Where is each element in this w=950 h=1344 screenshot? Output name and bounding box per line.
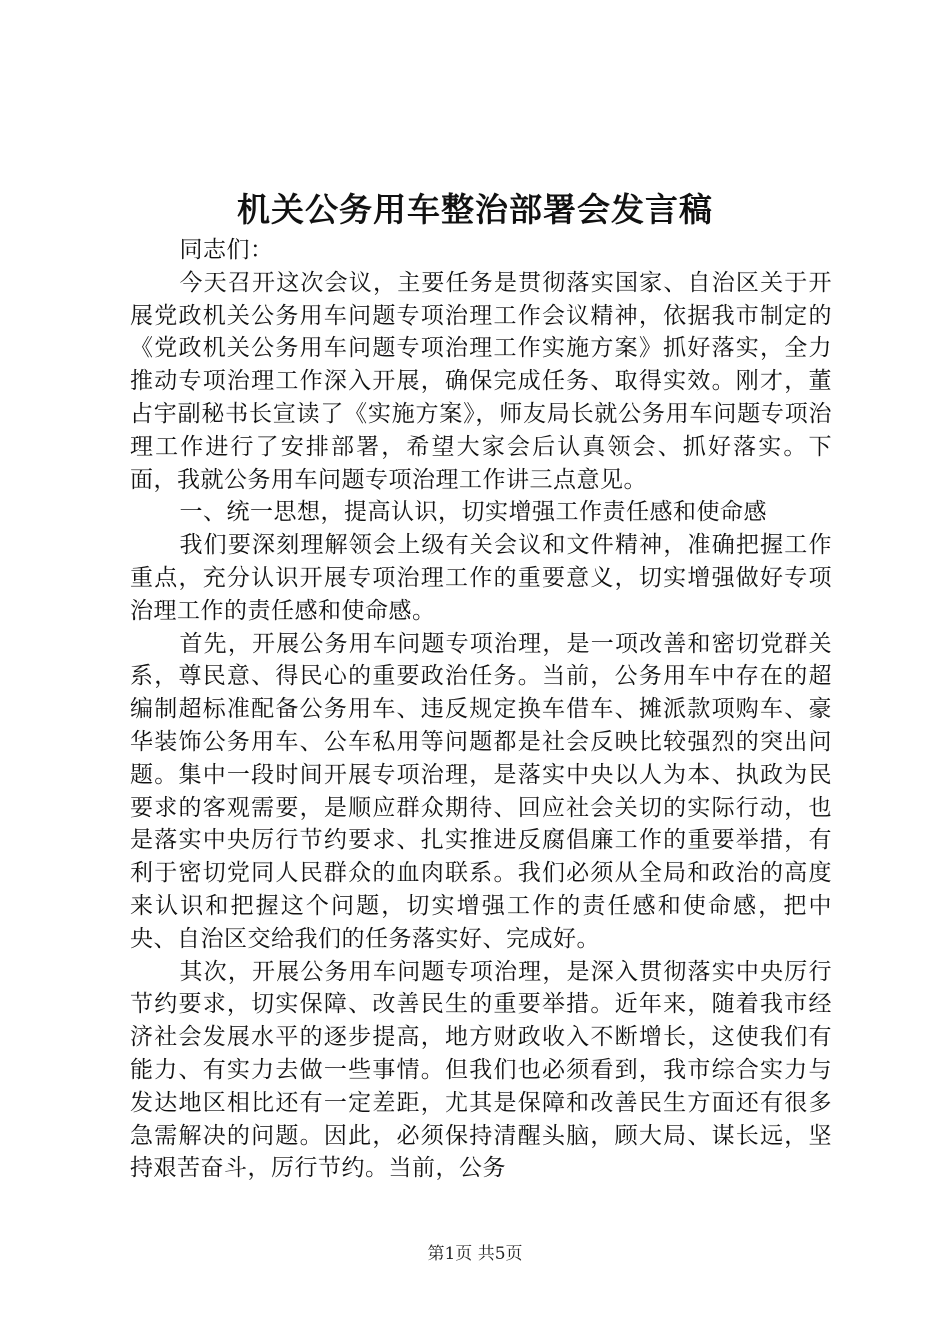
salutation-paragraph: 同志们： <box>179 237 274 263</box>
body-paragraph: 我们要深刻理解领会上级有关会议和文件精神，准确把握工作重点，充分认识开展专项治理工作的重要意义，切实增强做好专项治理工作的责任感和使命感。 <box>130 532 832 624</box>
section-heading-1: 一、统一思想，提高认识，切实增强工作责任感和使命感 <box>179 499 767 526</box>
document-title: 机关公务用车整治部署会发言稿 <box>237 190 713 229</box>
body-paragraph: 其次，开展公务用车问题专项治理，是深入贯彻落实中央厉行节约要求，切实保障、改善民生的重要举措。近年来，随着我市经济社会发展水平的逐步提高，地方财政收入不断增长，这使我们有能力、有实力去做一些事情。但我们也必须看到，我市综合实力与发达地区相比还有一定差距，尤其是保障和改善民生方面还有很多急需解决的问题。因此，必须保持清醒头脑，顾大局、谋长远，坚持艰苦奋斗，厉行节约。当前，公务 <box>130 958 832 1182</box>
page-number-footer: 第1页 共5页 <box>427 1244 523 1264</box>
document-body <box>130 234 832 1185</box>
body-paragraph: 首先，开展公务用车问题专项治理，是一项改善和密切党群关系，尊民意、得民心的重要政治任务。当前，公务用车中存在的超编制超标准配备公务用车、违反规定换车借车、摊派款项购车、豪华装饰公务用车、公车私用等问题都是社会反映比较强烈的突出问题。集中一段时间开展专项治理，是落实中央以人为本、执政为民要求的客观需要，是顺应群众期待、回应社会关切的实际行动，也是落实中央厉行节约要求、扎实推进反腐倡廉工作的重要举措，有利于密切党同人民群众的血肉联系。我们必须从全局和政治的高度来认识和把握这个问题，切实增强工作的责任感和使命感，把中央、自治区交给我们的任务落实好、完成好。 <box>130 630 832 952</box>
intro-paragraph: 今天召开这次会议，主要任务是贯彻落实国家、自治区关于开展党政机关公务用车问题专项治理工作会议精神，依据我市制定的《党政机关公务用车问题专项治理工作实施方案》抓好落实，全力推动专项治理工作深入开展，确保完成任务、取得实效。刚才，董占宇副秘书长宣读了《实施方案》，师友局长就公务用车问题专项治理工作进行了安排部署，希望大家会后认真领会、抓好落实。下面，我就公务用车问题专项治理工作讲三点意见。 <box>130 269 832 493</box>
